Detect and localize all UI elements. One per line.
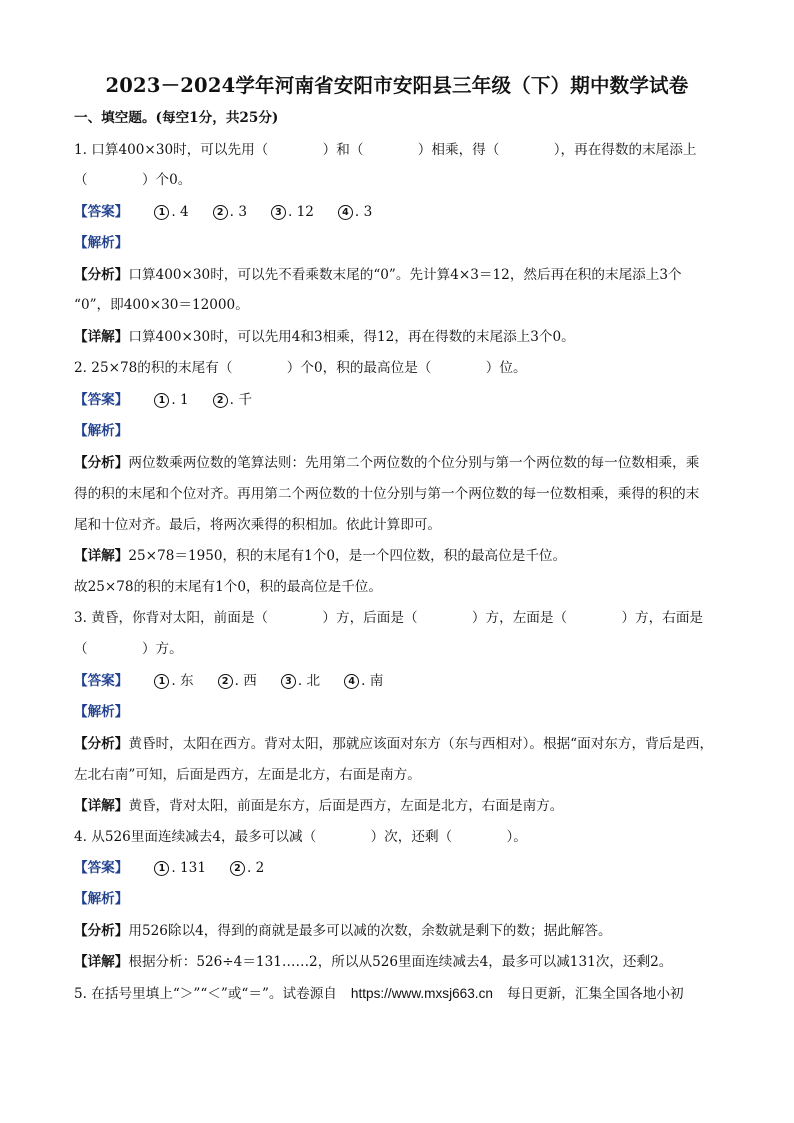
circled-number: 2 bbox=[213, 205, 228, 220]
detail-text: 【详解】25×78＝1950，积的末尾有1个0，是一个四位数，积的最高位是千位。 bbox=[74, 548, 567, 564]
answer-label: 【答案】 bbox=[74, 392, 129, 408]
answer-item: 4 . 南 bbox=[344, 671, 383, 691]
analysis-text: 【分析】用526除以4，得到的商就是最多可以减的次数，余数就是剩下的数；据此解答。 bbox=[74, 923, 612, 939]
analysis-text-cont: 左北右南”可知，后面是西方，左面是北方，右面是南方。 bbox=[74, 767, 421, 783]
page-title: 2023－2024学年河南省安阳市安阳县三年级（下）期中数学试卷 bbox=[105, 74, 689, 97]
question-1-text-cont: （ ）个0。 bbox=[74, 172, 192, 188]
answer-label: 【答案】 bbox=[74, 860, 129, 876]
answer-item: 2 . 千 bbox=[213, 390, 252, 410]
analysis-text: 【分析】黄昏时，太阳在西方。背对太阳，那就应该面对东方（东与西相对）。根据“面对东方，背后是西， bbox=[74, 736, 714, 752]
question-4-text: 4. 从526里面连续减去4，最多可以减（ ）次，还剩（ ）。 bbox=[74, 829, 527, 845]
circled-number: 2 bbox=[213, 393, 228, 408]
circled-number: 2 bbox=[218, 674, 233, 689]
answer-item: 2 . 2 bbox=[230, 858, 264, 878]
analysis-text: 【分析】口算400×30时，可以先不看乘数末尾的“0”。先计算4×3＝12，然后再在积的末尾添上3个 bbox=[74, 267, 682, 283]
question-2-text: 2. 25×78的积的末尾有（ ）个0，积的最高位是（ ）位。 bbox=[74, 360, 527, 376]
answer-item: 2 . 西 bbox=[218, 671, 257, 691]
detail-text: 【详解】根据分析：526÷4＝131……2，所以从526里面连续减去4，最多可以减131次，还剩2。 bbox=[74, 954, 673, 970]
analysis-label: 【解析】 bbox=[74, 704, 129, 720]
question-3-text-cont: （ ）方。 bbox=[74, 641, 183, 657]
answer-item: 2 . 3 bbox=[213, 202, 247, 222]
section-heading: 一、填空题。(每空1分，共25分) bbox=[74, 110, 279, 126]
circled-number: 3 bbox=[271, 205, 286, 220]
analysis-text-cont: 得的积的末尾和个位对齐。再用第二个两位数的十位分别与第一个两位数的每一位数相乘，乘得的积的末 bbox=[74, 486, 700, 502]
analysis-text-cont: 尾和十位对齐。最后，将两次乘得的积相加。依此计算即可。 bbox=[74, 517, 442, 533]
circled-number: 3 bbox=[281, 674, 296, 689]
circled-number: 1 bbox=[154, 393, 169, 408]
analysis-label: 【解析】 bbox=[74, 423, 129, 439]
analysis-label: 【解析】 bbox=[74, 891, 129, 907]
question-3-text: 3. 黄昏，你背对太阳，前面是（ ）方，后面是（ ）方，左面是（ ）方，右面是 bbox=[74, 610, 704, 626]
circled-number: 4 bbox=[344, 674, 359, 689]
source-link[interactable]: https://www.mxsj663.cn bbox=[350, 986, 493, 1001]
answer-row-1 bbox=[74, 202, 396, 222]
answer-item: 1 . 4 bbox=[154, 202, 188, 222]
circled-number: 1 bbox=[154, 861, 169, 876]
question-5-text: 5. 在括号里填上“＞”“＜”或“＝”。试卷源自 https://www.mxsj663.cn 每日更新，汇集全国各地小初 bbox=[74, 986, 684, 1002]
analysis-label: 【解析】 bbox=[74, 235, 129, 251]
answer-item: 3 . 12 bbox=[271, 202, 314, 222]
answer-row-3 bbox=[74, 671, 407, 691]
answer-label: 【答案】 bbox=[74, 673, 129, 689]
circled-number: 2 bbox=[230, 861, 245, 876]
answer-item: 1 . 东 bbox=[154, 671, 193, 691]
circled-number: 1 bbox=[154, 674, 169, 689]
answer-item: 1 . 1 bbox=[154, 390, 188, 410]
answer-item: 1 . 131 bbox=[154, 858, 206, 878]
answer-row-4 bbox=[74, 858, 288, 878]
answer-label: 【答案】 bbox=[74, 204, 129, 220]
answer-row-2 bbox=[74, 390, 276, 410]
analysis-text-cont: “0”，即400×30＝12000。 bbox=[74, 297, 249, 313]
answer-item: 3 . 北 bbox=[281, 671, 320, 691]
answer-item: 4 . 3 bbox=[338, 202, 372, 222]
analysis-text: 【分析】两位数乘两位数的笔算法则：先用第二个两位数的个位分别与第一个两位数的每一位数相乘，乘 bbox=[74, 455, 700, 471]
circled-number: 1 bbox=[154, 205, 169, 220]
detail-text: 【详解】黄昏，背对太阳，前面是东方，后面是西方，左面是北方，右面是南方。 bbox=[74, 798, 564, 814]
circled-number: 4 bbox=[338, 205, 353, 220]
conclusion-text: 故25×78的积的末尾有1个0，积的最高位是千位。 bbox=[74, 579, 382, 595]
question-1-text: 1. 口算400×30时，可以先用（ ）和（ ）相乘，得（ ），再在得数的末尾添上 bbox=[74, 142, 697, 158]
detail-text: 【详解】口算400×30时，可以先用4和3相乘，得12，再在得数的末尾添上3个0。 bbox=[74, 329, 575, 345]
